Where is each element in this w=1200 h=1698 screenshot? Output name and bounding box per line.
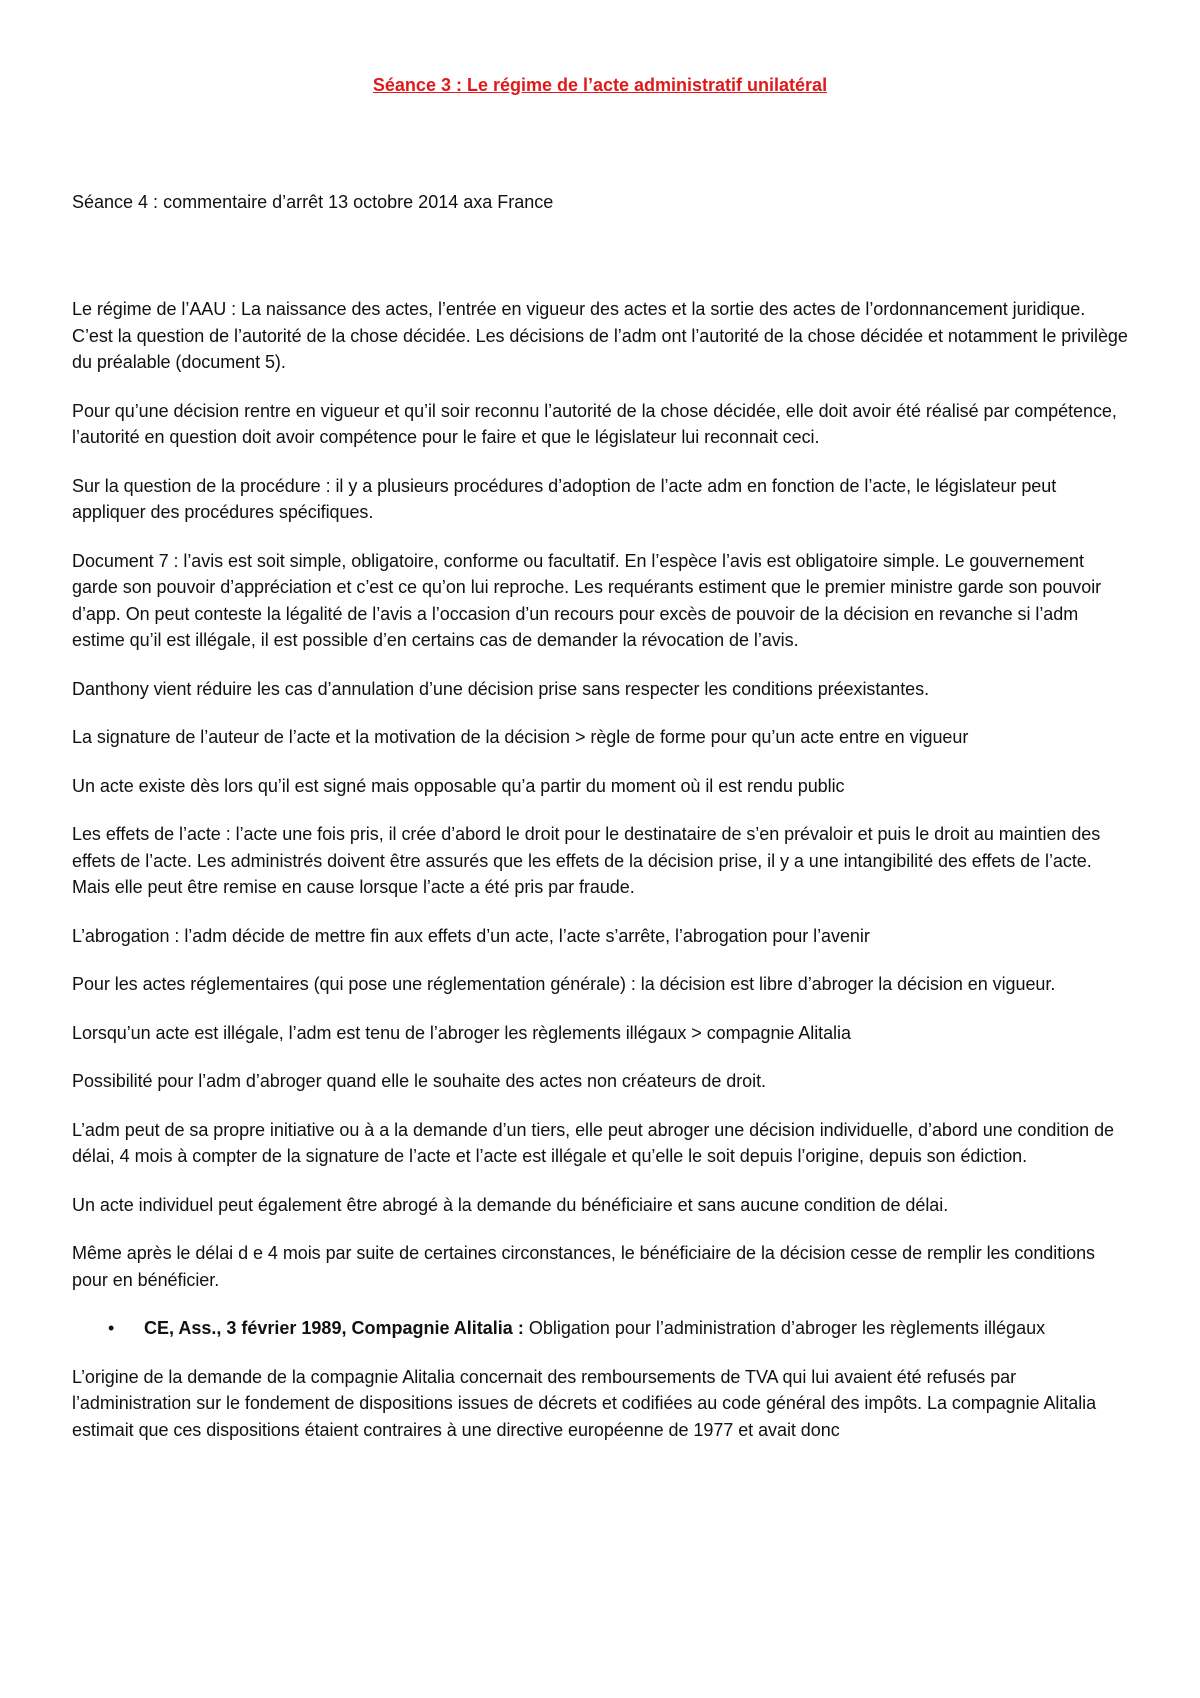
document-title: Séance 3 : Le régime de l’acte administratif unilatéral xyxy=(372,75,828,95)
bullet-text xyxy=(144,1315,1128,1342)
paragraph-danthony: Danthony vient réduire les cas d’annulation d’une décision prise sans respecter les conditions préexistantes. xyxy=(72,678,930,699)
paragraph-document-7: Document 7 : l’avis est soit simple, obligatoire, conforme ou facultatif. En l’espèce l’avis est obligatoire simple. Le gouvernement garde son pouvoir d’appréciation et c’est ce qu’on lui reproche. Les requérants estiment que le premier ministre garde son pouvoir d’app. On peut conteste la légalité de l’avis a l’occasion d’un recours pour excès de pouvoir de la décision en revanche si l’adm estime qu’il est illégale, il est possible d’en certains cas de demander la révocation de l’avis. xyxy=(72,550,1102,650)
paragraph-acte-existe: Un acte existe dès lors qu’il est signé mais opposable qu’a partir du moment où il est rendu public xyxy=(72,775,845,796)
paragraph-origine-alitalia: L’origine de la demande de la compagnie Alitalia concernait des remboursements de TVA qui lui avaient été refusés par l’administration sur le fondement de dispositions issues de décrets et codifiées au code général des impôts. La compagnie Alitalia estimait que ces dispositions étaient contraires à une directive européenne de 1977 et avait donc xyxy=(72,1366,1097,1440)
paragraph-actes-reglementaires: Pour les actes réglementaires (qui pose une réglementation générale) : la décision est libre d’abroger la décision en vigueur. xyxy=(72,974,1056,994)
bullet-item-alitalia xyxy=(72,1315,1128,1342)
paragraph-signature: La signature de l’auteur de l’acte et la motivation de la décision > règle de forme pour qu’un acte entre en vigueur xyxy=(72,727,969,747)
case-summary: Obligation pour l’administration d’abroger les règlements illégaux xyxy=(523,1318,1046,1338)
paragraph-acte-illegal: Lorsqu’un acte est illégale, l’adm est tenu de l’abroger les règlements illégaux > compagnie Alitalia xyxy=(72,1022,851,1043)
paragraph-non-createurs: Possibilité pour l’adm d’abroger quand elle le souhaite des actes non créateurs de droit. xyxy=(72,1071,766,1091)
paragraph-entree-vigueur: Pour qu’une décision rentre en vigueur et qu’il soir reconnu l’autorité de la chose décidée, elle doit avoir été réalisé par compétence, l’autorité en question doit avoir compétence pour le faire et que le législateur lui reconnait ceci. xyxy=(72,400,1117,447)
paragraph-acte-individuel: Un acte individuel peut également être abrogé à la demande du bénéficiaire et sans aucune condition de délai. xyxy=(72,1194,949,1215)
bullet-icon: • xyxy=(108,1318,115,1338)
paragraph-abrogation: L’abrogation : l’adm décide de mettre fin aux effets d’un acte, l’acte s’arrête, l’abrogation pour l’avenir xyxy=(72,925,870,946)
paragraph-initiative: L’adm peut de sa propre initiative ou à a la demande d’un tiers, elle peut abroger une décision individuelle, d’abord une condition de délai, 4 mois à compter de la signature de l’acte et l’acte est illégale et qu’elle le soit depuis l’origine, depuis son édiction. xyxy=(72,1119,1115,1166)
session-subtitle: Séance 4 : commentaire d’arrêt 13 octobre 2014 axa France xyxy=(72,192,554,212)
case-citation: CE, Ass., 3 février 1989, Compagnie Alitalia : xyxy=(144,1318,524,1338)
paragraph-delai-4-mois: Même après le délai d e 4 mois par suite de certaines circonstances, le bénéficiaire de la décision cesse de remplir les conditions pour en bénéficier. xyxy=(72,1243,1095,1290)
paragraph-effets-acte: Les effets de l’acte : l’acte une fois pris, il crée d’abord le droit pour le destinataire de s’en prévaloir et puis le droit au maintien des effets de l’acte. Les administrés doivent être assurés que les effets de la décision prise, il y a une intangibilité des effets de l’acte. Mais elle peut être remise en cause lorsque l’acte a été pris par fraude. xyxy=(72,824,1101,897)
paragraph-procedure: Sur la question de la procédure : il y a plusieurs procédures d’adoption de l’acte adm en fonction de l’acte, le législateur peut appliquer des procédures spécifiques. xyxy=(72,475,1057,522)
paragraph-regime-aau: Le régime de l’AAU : La naissance des actes, l’entrée en vigueur des actes et la sortie des actes de l’ordonnancement juridique. C’est la question de l’autorité de la chose décidée. Les décisions de l’adm ont l’autorité de la chose décidée et notamment le privilège du préalable (document 5). xyxy=(72,299,1128,372)
